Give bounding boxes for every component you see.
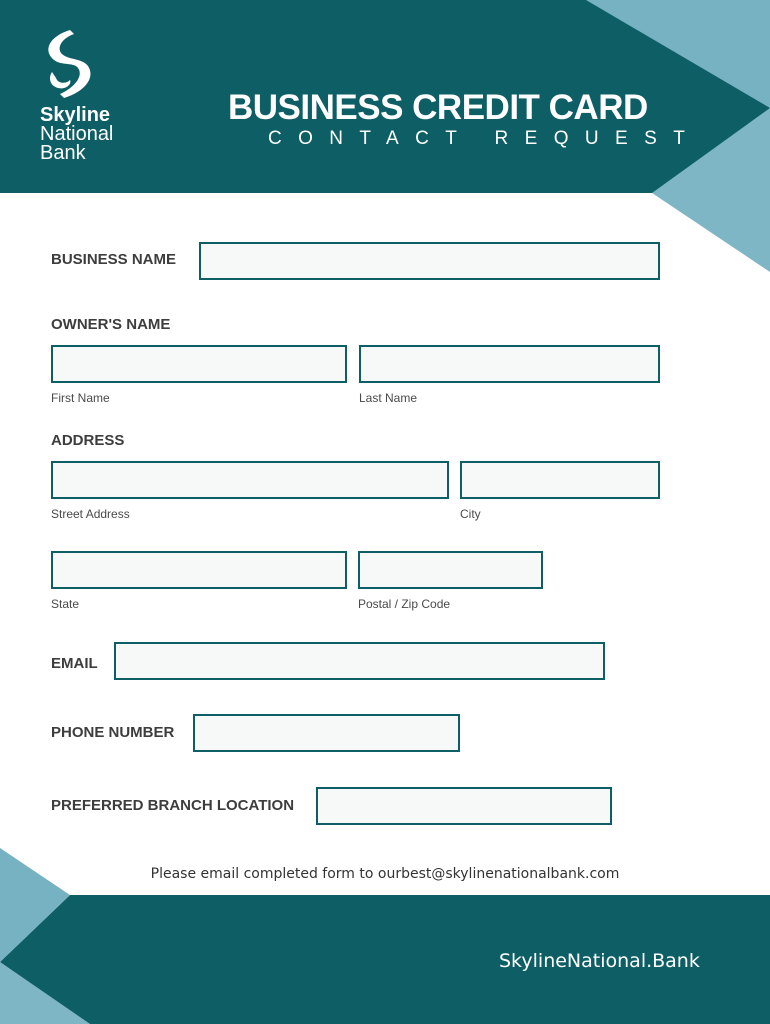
phone-number-label: PHONE NUMBER <box>51 724 175 741</box>
page-subtitle: CONTACT REQUEST <box>268 128 702 149</box>
wordmark-line-3: Bank <box>40 142 86 164</box>
last-name-caption: Last Name <box>359 391 418 405</box>
street-address-field[interactable] <box>51 461 449 499</box>
postal-code-caption: Postal / Zip Code <box>358 597 451 611</box>
submission-note: Please email completed form to ourbest@skylinenationalbank.com <box>150 866 620 882</box>
street-address-caption: Street Address <box>51 507 130 521</box>
wordmark-line-1: Skyline <box>40 104 111 126</box>
owners-name-label: OWNER'S NAME <box>51 316 171 333</box>
business-name-label: BUSINESS NAME <box>51 251 177 268</box>
preferred-branch-label: PREFERRED BRANCH LOCATION <box>51 797 295 814</box>
page-title: BUSINESS CREDIT CARD <box>228 88 648 127</box>
state-caption: State <box>51 597 80 611</box>
state-field[interactable] <box>51 551 347 589</box>
first-name-field[interactable] <box>51 345 347 383</box>
wordmark-line-2: National <box>40 123 114 145</box>
city-field[interactable] <box>460 461 660 499</box>
postal-code-field[interactable] <box>358 551 543 589</box>
email-field[interactable] <box>114 642 605 680</box>
first-name-caption: First Name <box>51 391 110 405</box>
bank-website: SkylineNational.Bank <box>499 950 700 972</box>
address-label: ADDRESS <box>51 432 125 449</box>
business-name-field[interactable] <box>199 242 660 280</box>
email-label: EMAIL <box>51 655 98 672</box>
city-caption: City <box>460 507 481 521</box>
last-name-field[interactable] <box>359 345 660 383</box>
preferred-branch-field[interactable] <box>316 787 612 825</box>
phone-number-field[interactable] <box>193 714 460 752</box>
